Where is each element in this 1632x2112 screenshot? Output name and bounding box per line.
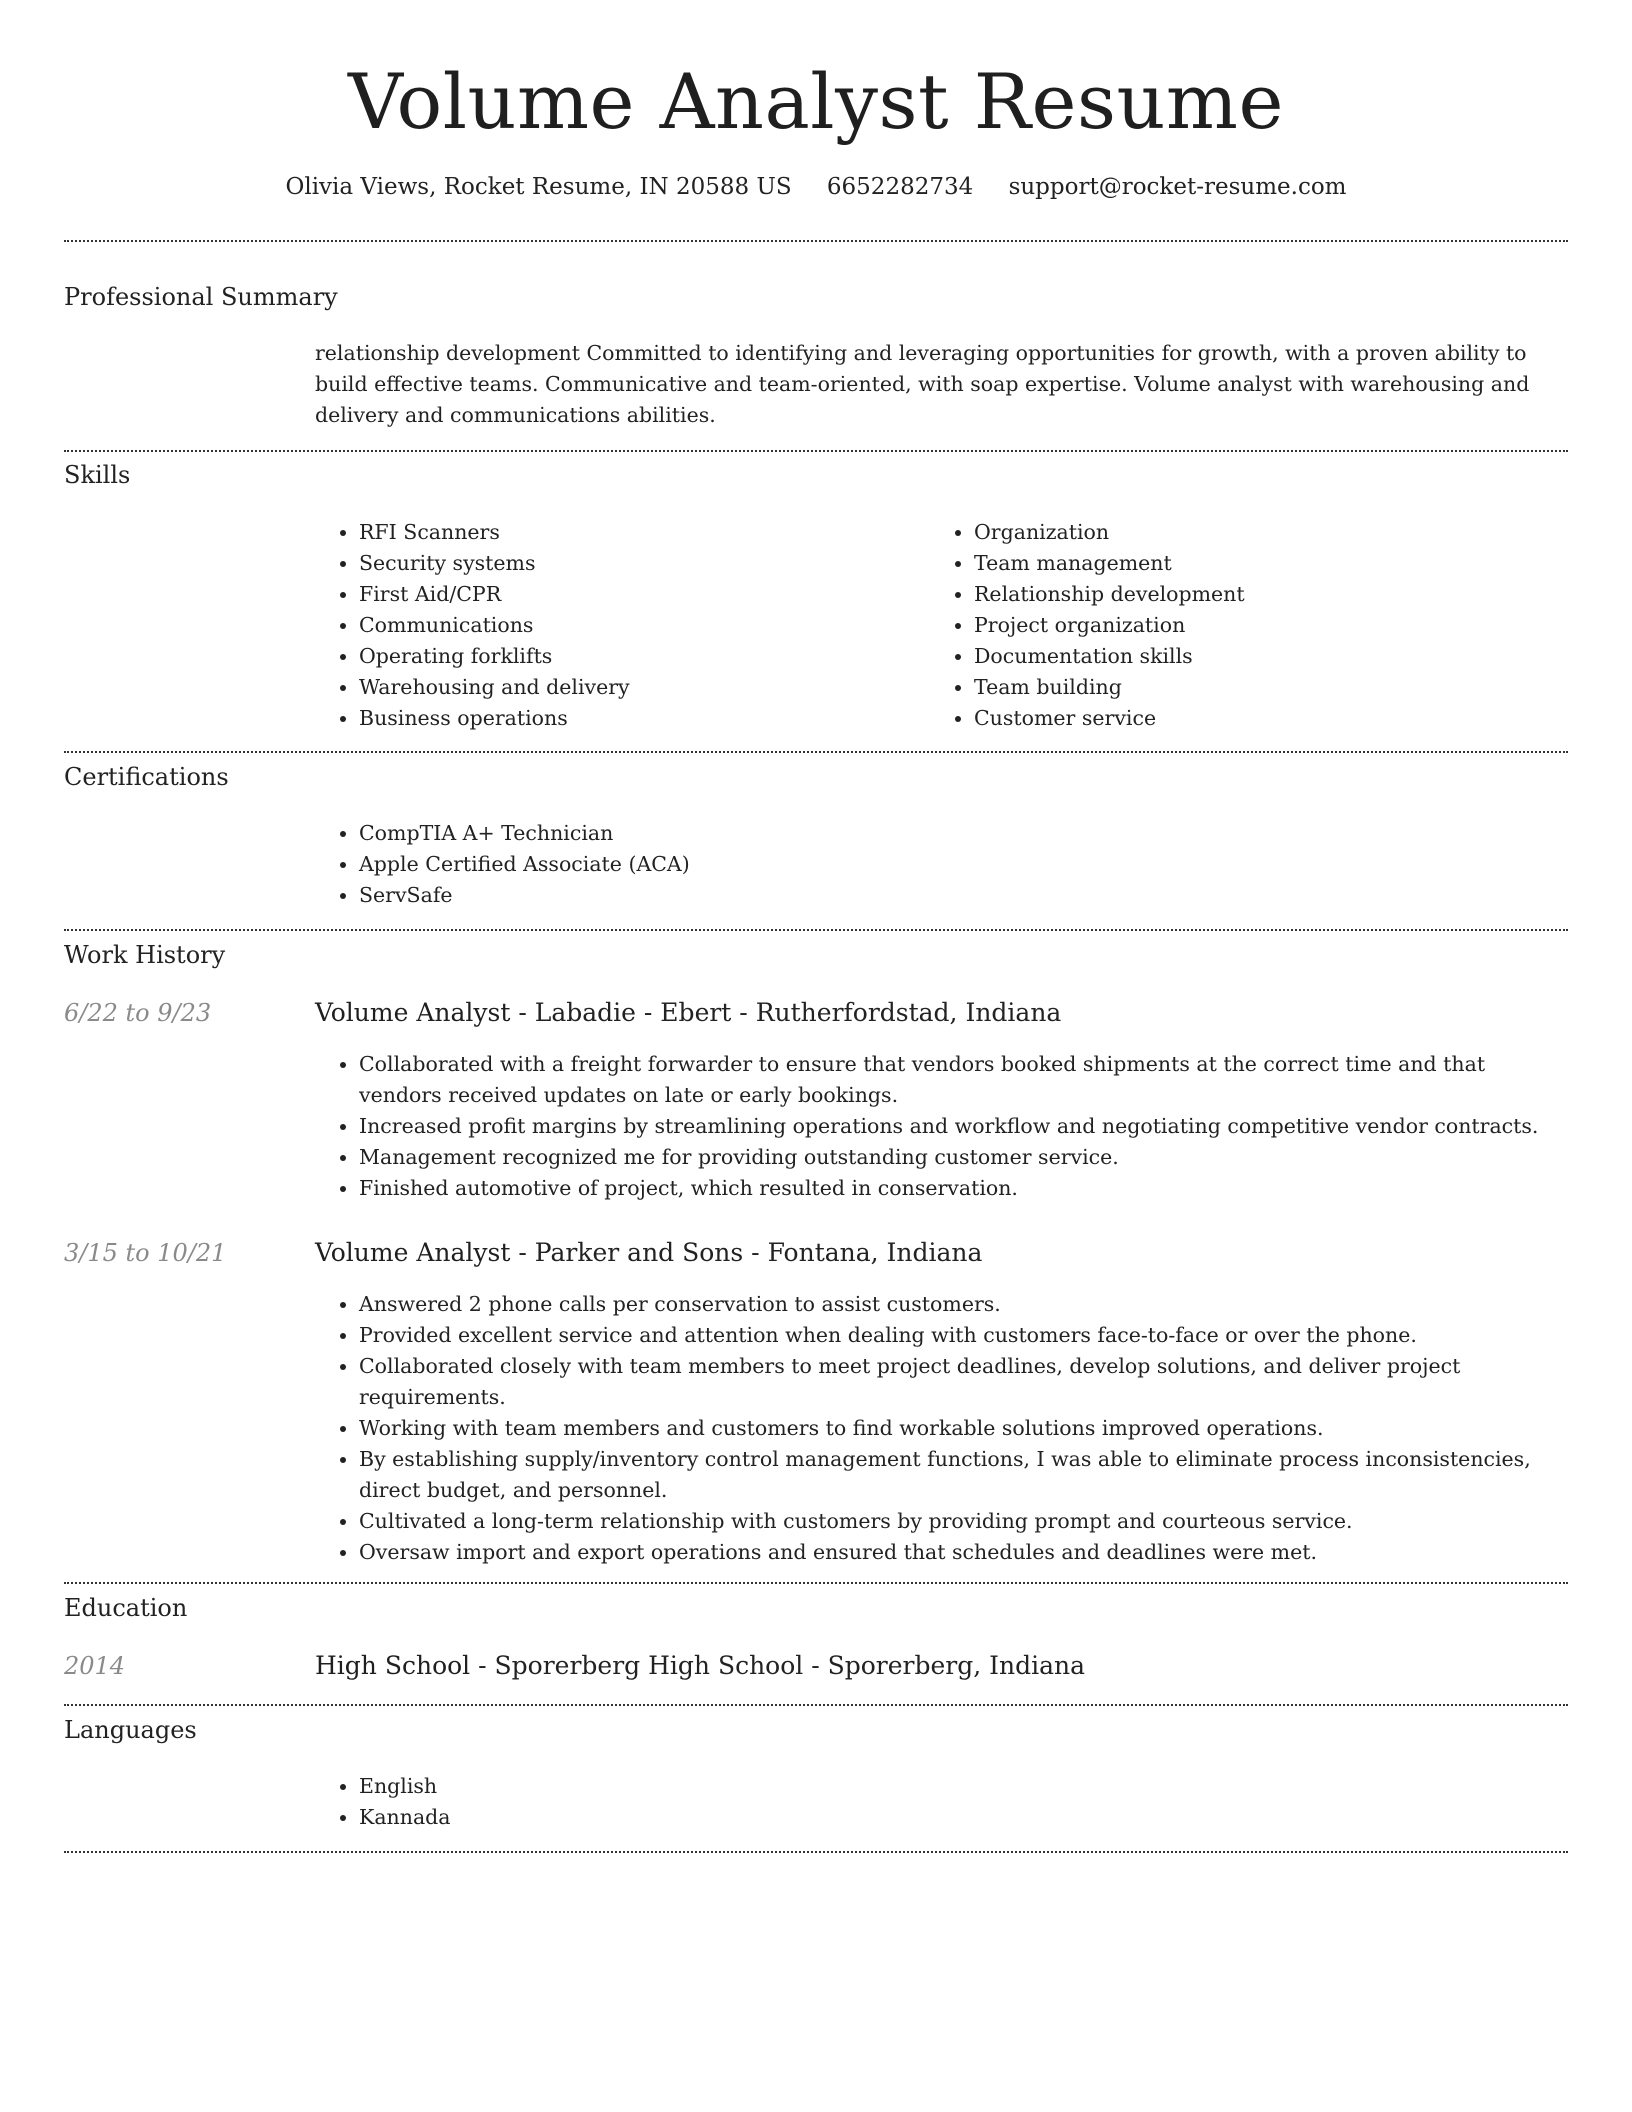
job-bullets xyxy=(315,1289,1568,1568)
section-title-certifications: Certifications xyxy=(64,763,229,791)
resume-title: Volume Analyst Resume xyxy=(348,57,1284,146)
degree: High School xyxy=(315,1651,471,1680)
section-title-work: Work History xyxy=(64,941,226,969)
divider xyxy=(64,240,1568,242)
divider xyxy=(64,1582,1568,1584)
section-title-skills: Skills xyxy=(64,461,131,489)
list-item: • Apple Certified Associate (ACA) xyxy=(359,849,1115,880)
contact-line xyxy=(64,172,1568,202)
list-item: • Team building xyxy=(974,672,1530,703)
list-item: • Answered 2 phone calls per conservation to assist customers. xyxy=(359,1289,1568,1320)
list-item: • Communications xyxy=(359,610,915,641)
list-item: • Project organization xyxy=(974,610,1530,641)
divider xyxy=(64,1851,1568,1853)
divider xyxy=(64,450,1568,452)
list-item: • Security systems xyxy=(359,548,915,579)
job-heading xyxy=(315,1238,1568,1267)
education-year: 2014 xyxy=(64,1652,126,1680)
list-item: • Organization xyxy=(974,517,1530,548)
list-item: • Operating forklifts xyxy=(359,641,915,672)
job-title: Volume Analyst xyxy=(315,998,511,1027)
section-title-languages: Languages xyxy=(64,1716,197,1744)
list-item: • ServSafe xyxy=(359,880,1115,911)
list-item: • Provided excellent service and attention when dealing with customers face-to-face or over the phone. xyxy=(359,1320,1568,1351)
list-item: • Collaborated closely with team members to meet project deadlines, develop solutions, and deliver project requirements. xyxy=(359,1351,1568,1413)
divider xyxy=(64,929,1568,931)
job-company: - Labadie - Ebert - Rutherfordstad, Indiana xyxy=(510,998,1062,1027)
summary-text: relationship development Committed to identifying and leveraging opportunities for growth, with a proven ability to build effective teams. Communicative and team-oriented, with soap expertise. Volume analyst with warehousing and delivery and communications abilities. xyxy=(315,341,1530,427)
school: - Sporerberg High School - Sporerberg, Indiana xyxy=(470,1651,1086,1680)
email: support@rocket-resume.com xyxy=(1008,174,1347,200)
section-title-summary: Professional Summary xyxy=(64,283,338,311)
list-item: • Warehousing and delivery xyxy=(359,672,915,703)
skills-column-left xyxy=(315,517,915,734)
list-item: • Relationship development xyxy=(974,579,1530,610)
list-item: • Oversaw import and export operations and ensured that schedules and deadlines were met. xyxy=(359,1537,1568,1568)
divider xyxy=(64,1704,1568,1706)
list-item: • By establishing supply/inventory control management functions, I was able to eliminate process inconsistencies, direct budget, and personnel. xyxy=(359,1444,1568,1506)
list-item: • CompTIA A+ Technician xyxy=(359,818,1115,849)
list-item: • RFI Scanners xyxy=(359,517,915,548)
job-bullets xyxy=(315,1049,1568,1204)
list-item: • Management recognized me for providing outstanding customer service. xyxy=(359,1142,1568,1173)
job-dates: 3/15 to 10/21 xyxy=(64,1239,227,1267)
list-item: • Working with team members and customers to find workable solutions improved operations. xyxy=(359,1413,1568,1444)
list-item: • Increased profit margins by streamlining operations and workflow and negotiating competitive vendor contracts. xyxy=(359,1111,1568,1142)
list-item: • Cultivated a long-term relationship with customers by providing prompt and courteous service. xyxy=(359,1506,1568,1537)
list-item: • Team management xyxy=(974,548,1530,579)
section-title-education: Education xyxy=(64,1594,188,1622)
skills-column-right xyxy=(930,517,1530,734)
job-dates: 6/22 to 9/23 xyxy=(64,999,212,1027)
list-item: • Documentation skills xyxy=(974,641,1530,672)
list-item: • Finished automotive of project, which resulted in conservation. xyxy=(359,1173,1568,1204)
certifications-list xyxy=(315,818,1115,911)
list-item: • Collaborated with a freight forwarder to ensure that vendors booked shipments at the correct time and that vendors received updates on late or early bookings. xyxy=(359,1049,1568,1111)
job-company: - Parker and Sons - Fontana, Indiana xyxy=(510,1238,983,1267)
job-heading xyxy=(315,998,1568,1027)
phone: 6652282734 xyxy=(826,174,974,200)
divider xyxy=(64,751,1568,753)
languages-list xyxy=(315,1771,1115,1833)
list-item: • Business operations xyxy=(359,703,915,734)
list-item: • English xyxy=(359,1771,1115,1802)
education-heading xyxy=(315,1651,1568,1680)
list-item: • Kannada xyxy=(359,1802,1115,1833)
address: Olivia Views, Rocket Resume, IN 20588 US xyxy=(285,174,792,200)
list-item: • First Aid/CPR xyxy=(359,579,915,610)
job-title: Volume Analyst xyxy=(315,1238,511,1267)
list-item: • Customer service xyxy=(974,703,1530,734)
